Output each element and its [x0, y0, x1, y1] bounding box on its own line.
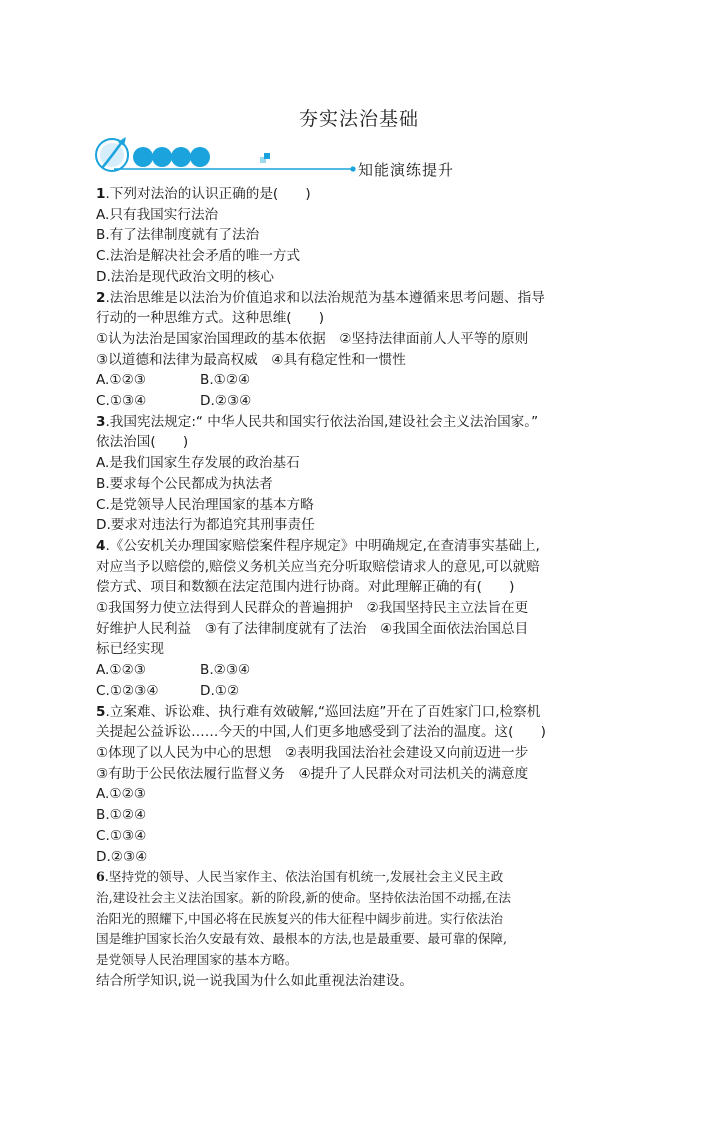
question-stem-line: 关提起公益诉讼……今天的中国,人们更多地感受到了法治的温度。这( ): [96, 724, 546, 741]
option-c: C.法治是解决社会矛盾的唯一方式: [96, 248, 301, 265]
small-squares-decoration: [260, 153, 270, 163]
option-b: B.②③④: [200, 662, 251, 679]
question-stem-line: 偿方式、项目和数额在法定范围内进行协商。对此理解正确的有( ): [96, 579, 515, 596]
option-a: A.①②③: [96, 786, 146, 803]
option-c: C.①③④: [96, 393, 147, 410]
passage-line: 治,建设社会主义法治国家。新的阶段,新的使命。坚持依法治国不动摇,在法: [96, 889, 512, 905]
option-d: D.①②: [200, 682, 240, 699]
question-stem-line: 对应当予以赔偿的,赔偿义务机关应当充分听取赔偿请求人的意见,可以就赔: [96, 558, 540, 575]
question-6: [96, 867, 636, 991]
question-list: [96, 184, 636, 991]
option-b: B.有了法律制度就有了法治: [96, 227, 260, 244]
option-b: B.①②④: [96, 807, 147, 824]
statement-line: ①体现了以人民为中心的思想 ②表明我国法治社会建设又向前迈进一步: [96, 744, 529, 761]
option-b: B.要求每个公民都成为执法者: [96, 475, 273, 492]
statement-line: 标已经实现: [96, 641, 164, 658]
option-c: C.是党领导人民治理国家的基本方略: [96, 496, 314, 513]
question-stem-line: 行动的一种思维方式。这种思维( ): [96, 310, 325, 327]
question-stem-line: .立案难、诉讼难、执行难有效破解,“巡回法庭”开在了百姓家门口,检察机: [105, 703, 541, 720]
question-stem-line: .法治思维是以法治为价值追求和以法治规范为基本遵循来思考问题、指导: [105, 289, 545, 306]
option-c: C.①②③④: [96, 682, 159, 699]
pen-badge-icon: [96, 137, 128, 171]
statement-line: ③以道德和法律为最高权威 ④具有稳定性和一惯性: [96, 351, 406, 368]
question-stem-line: .《公安机关办理国家赔偿案件程序规定》中明确规定,在查清事实基础上,: [105, 537, 540, 554]
option-d: D.②③④: [200, 393, 252, 410]
passage-line: 治阳光的照耀下,中国必将在民族复兴的伟大征程中阔步前进。实行依法治: [96, 910, 504, 926]
option-d: D.要求对违法行为都追究其刑事责任: [96, 517, 315, 534]
option-a: A.只有我国实行法治: [96, 206, 219, 223]
page-title: 夯实法治基础: [298, 108, 419, 130]
option-a: A.①②③: [96, 662, 146, 679]
question-number: 1: [96, 186, 106, 202]
question-5: [96, 702, 636, 868]
question-number: 4: [96, 537, 106, 554]
question-4: [96, 536, 636, 702]
statement-line: ①我国努力使立法得到人民群众的普遍拥护 ②我国坚持民主立法旨在更: [96, 600, 529, 617]
option-c: C.①③④: [96, 827, 147, 844]
option-d: D.法治是现代政治文明的核心: [96, 268, 274, 285]
rule-end-dot: [350, 166, 355, 171]
question-number: 5: [96, 703, 106, 720]
option-a: A.①②③: [96, 372, 146, 389]
statement-line: ③有助于公民依法履行监督义务 ④提升了人民群众对司法机关的满意度: [96, 765, 529, 782]
question-prompt: 结合所学知识,说一说我国为什么如此重视法治建设。: [96, 972, 413, 989]
question-number: 6: [96, 869, 105, 885]
option-a: A.是我们国家生存发展的政治基石: [96, 455, 300, 472]
passage-line: 国是维护国家长治久安最有效、最根本的方法,也是最重要、最可靠的保障,: [96, 931, 508, 947]
question-1: [96, 184, 636, 288]
dots-decoration: [133, 147, 210, 167]
passage-line: .坚持党的领导、人民当家作主、依法治国有机统一,发展社会主义民主政: [104, 869, 504, 885]
question-3: [96, 412, 636, 536]
question-2: [96, 288, 636, 412]
passage-line: 是党领导人民治理国家的基本方略。: [96, 952, 298, 968]
question-stem: .下列对法治的认识正确的是( ): [105, 186, 311, 202]
option-b: B.①②④: [200, 372, 251, 389]
section-banner: [94, 136, 514, 178]
option-d: D.②③④: [96, 848, 148, 865]
question-stem-line: .我国宪法规定:“ 中华人民共和国实行依法治国,建设社会主义法治国家。”: [105, 413, 539, 430]
question-stem-line: 依法治国( ): [96, 434, 189, 451]
section-label: 知能演练提升: [358, 161, 455, 179]
statement-line: ①认为法治是国家治国理政的基本依据 ②坚持法律面前人人平等的原则: [96, 330, 529, 347]
question-number: 3: [96, 413, 106, 430]
question-number: 2: [96, 289, 106, 306]
statement-line: 好维护人民利益 ③有了法律制度就有了法治 ④我国全面依法治国总目: [96, 620, 529, 637]
